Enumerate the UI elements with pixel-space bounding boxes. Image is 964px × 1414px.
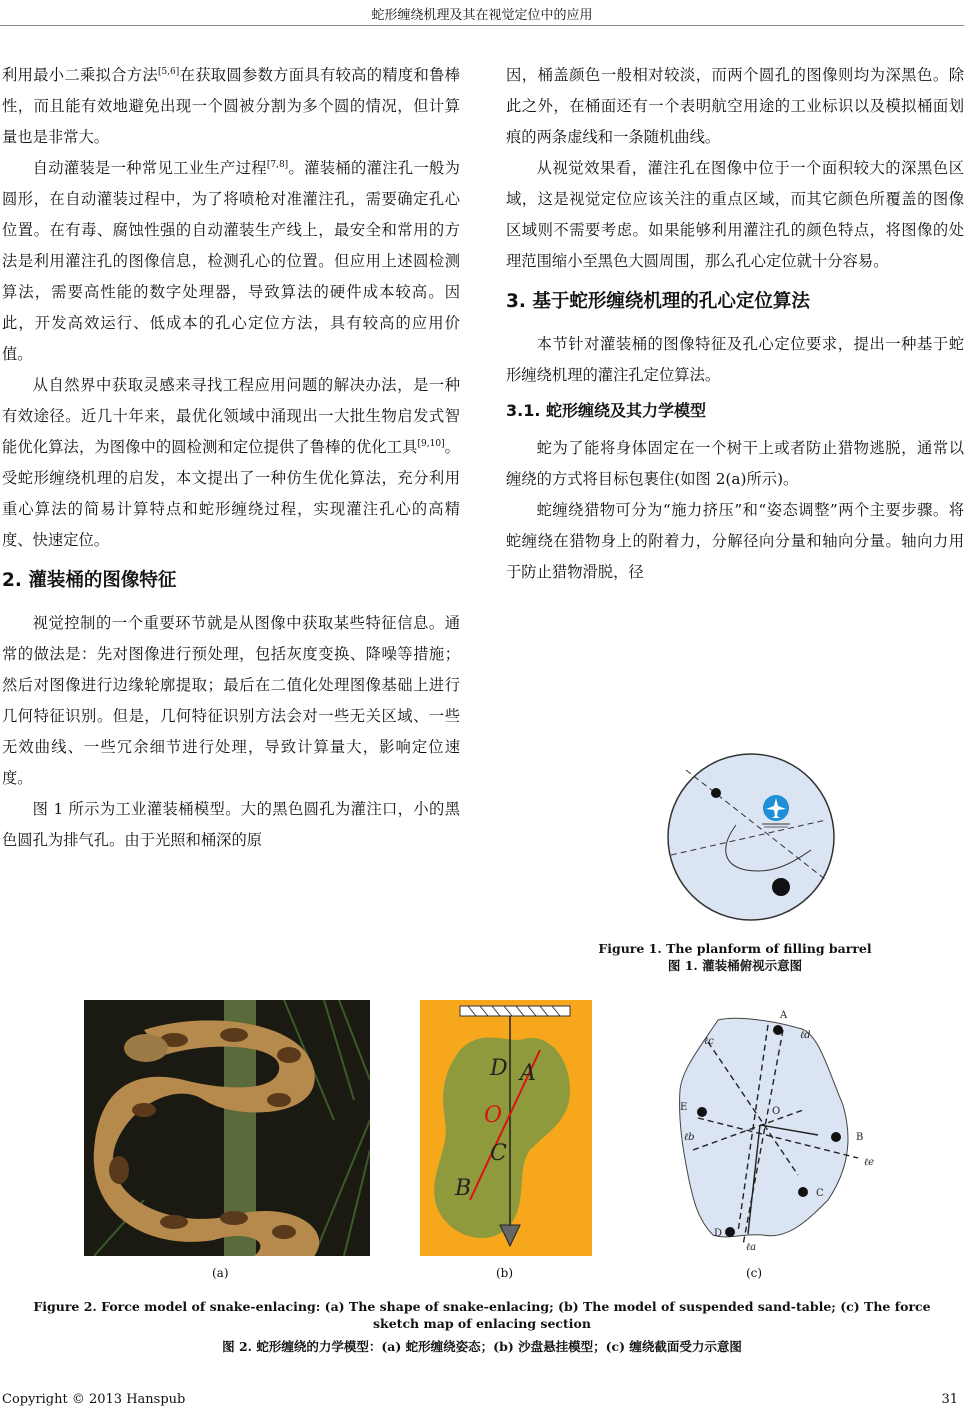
paragraph: 视觉控制的一个重要环节就是从图像中获取某些特征信息。通常的做法是：先对图像进行预处理，包括灰度变换、降噪等措施；然后对图像进行边缘轮廓提取；最后在二值化处理图像基础上进行几何特征识别。但是，几何特征识别方法会对一些无关区域、一些无效曲线、一些冗余细节进行处理，导致计算量大，影响定位速度。 bbox=[2, 614, 460, 787]
force-label: ℓa bbox=[746, 1242, 757, 1253]
citation[interactable]: [7,8] bbox=[266, 159, 289, 170]
paragraph: 本节针对灌装桶的图像特征及孔心定位要求，提出一种基于蛇形缠绕机理的灌注孔定位算法。 bbox=[506, 335, 964, 384]
point-label: E bbox=[680, 1102, 688, 1113]
citation[interactable]: [5,6] bbox=[157, 66, 180, 77]
header-rule bbox=[0, 25, 964, 26]
force-label: ℓb bbox=[684, 1132, 695, 1143]
paragraph: 蛇缠绕猎物可分为“施力挤压”和“姿态调整”两个主要步骤。将蛇缠绕在猎物身上的附着力，分解径向分量和轴向分量。轴向力用于防止猎物滑脱，径 bbox=[506, 501, 964, 581]
copyright-notice: Copyright © 2013 Hanspub bbox=[2, 1392, 186, 1407]
filling-hole bbox=[772, 878, 790, 896]
figure1-caption bbox=[506, 940, 964, 974]
subfigure-label-a: (a) bbox=[212, 1266, 229, 1280]
section-heading: 3. 基于蛇形缠绕机理的孔心定位算法 bbox=[506, 291, 810, 312]
point-label: D bbox=[714, 1228, 723, 1239]
right-column bbox=[506, 60, 964, 588]
enlacing-section bbox=[680, 1018, 848, 1237]
point-label: O bbox=[484, 1103, 503, 1128]
subfigure-label-b: (b) bbox=[496, 1266, 514, 1280]
figure1-caption-en: Figure 1. The planform of filling barrel bbox=[598, 941, 872, 956]
snake-enlacing-photo bbox=[84, 1000, 370, 1256]
force-sketch-map bbox=[668, 1000, 878, 1256]
snake-head bbox=[124, 1034, 168, 1062]
force-label: ℓc bbox=[704, 1036, 714, 1047]
point-label: C bbox=[490, 1141, 507, 1166]
left-column bbox=[2, 60, 460, 856]
point-label: O bbox=[772, 1106, 781, 1117]
point-label: B bbox=[856, 1132, 864, 1143]
citation[interactable]: [9,10] bbox=[417, 438, 445, 449]
subsection-heading: 3.1. 蛇形缠绕及其力学模型 bbox=[506, 401, 706, 420]
point-label: A bbox=[780, 1010, 788, 1021]
page-number: 31 bbox=[941, 1392, 958, 1407]
point-label: A bbox=[520, 1061, 536, 1086]
section-heading: 2. 灌装桶的图像特征 bbox=[2, 570, 177, 591]
sand-table-model bbox=[420, 1000, 592, 1256]
paragraph: 从视觉效果看，灌注孔在图像中位于一个面积较大的深黑色区域，这是视觉定位应该关注的重点区域，而其它颜色所覆盖的图像区域则不需要考虑。如果能够利用灌注孔的颜色特点，将图像的处理范围缩小至黑色大圆周围，那么孔心定位就十分容易。 bbox=[506, 159, 964, 270]
paragraph: 因，桶盖颜色一般相对较淡，而两个圆孔的图像则均为深黑色。除此之外，在桶面还有一个表明航空用途的工业标识以及模拟桶面划痕的两条虚线和一条随机曲线。 bbox=[506, 66, 964, 146]
point-label: B bbox=[455, 1176, 472, 1201]
figure2-caption-en: Figure 2. Force model of snake-enlacing: (a) The shape of snake-enlacing; (b) The model of suspended sand-table; (c) The force sketch map of enlacing section bbox=[33, 1299, 931, 1331]
subfigure-label-c: (c) bbox=[746, 1266, 763, 1280]
barrel-planform-figure bbox=[666, 750, 836, 925]
point-label: D bbox=[490, 1056, 508, 1081]
paragraph: 利用最小二乘拟合方法[5,6]在获取圆参数方面具有较高的精度和鲁棒性，而且能有效地避免出现一个圆被分割为多个圆的情况，但计算量也是非常大。 bbox=[2, 66, 460, 146]
figure2-caption-cn: 图 2. 蛇形缠绕的力学模型：(a) 蛇形缠绕姿态；(b) 沙盘悬挂模型；(c) 缠绕截面受力示意图 bbox=[222, 1339, 742, 1354]
force-label: ℓd bbox=[800, 1030, 811, 1041]
paragraph: 自动灌装是一种常见工业生产过程[7,8]。灌装桶的灌注孔一般为圆形，在自动灌装过程中，为了将喷枪对准灌注孔，需要确定孔心位置。在有毒、腐蚀性强的自动灌装生产线上，最安全和常用的方法是利用灌注孔的图像信息，检测孔心的位置。但应用上述圆检测算法，需要高性能的数字处理器，导致算法的硬件成本较高。因此，开发高效运行、低成本的孔心定位方法，具有较高的应用价值。 bbox=[2, 159, 460, 363]
figure1-caption-cn: 图 1. 灌装桶俯视示意图 bbox=[667, 958, 803, 973]
point-label: C bbox=[816, 1188, 824, 1199]
running-title: 蛇形缠绕机理及其在视觉定位中的应用 bbox=[371, 8, 593, 23]
paragraph: 从自然界中获取灵感来寻找工程应用问题的解决办法，是一种有效途径。近几十年来，最优化领域中涌现出一大批生物启发式智能优化算法，为图像中的圆检测和定位提供了鲁棒的优化工具[9,10]。受蛇形缠绕机理的启发，本文提出了一种仿生优化算法，充分利用重心算法的简易计算特点和蛇形缠绕过程，实现灌注孔心的高精度、快速定位。 bbox=[2, 376, 460, 549]
paragraph: 图 1 所示为工业灌装桶模型。大的黑色圆孔为灌注口，小的黑色圆孔为排气孔。由于光照和桶深的原 bbox=[2, 800, 460, 849]
force-label: ℓe bbox=[864, 1157, 875, 1168]
figure2-caption bbox=[0, 1298, 964, 1355]
paragraph: 蛇为了能将身体固定在一个树干上或者防止猎物逃脱，通常以缠绕的方式将目标包裹住(如图 2(a)所示)。 bbox=[506, 439, 964, 488]
vent-hole bbox=[711, 788, 721, 798]
